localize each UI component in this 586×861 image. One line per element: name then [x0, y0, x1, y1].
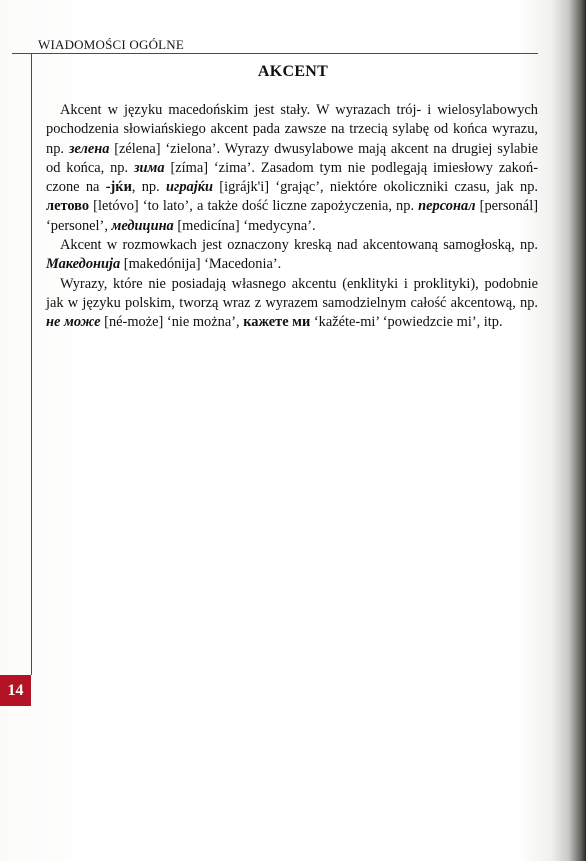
example-word: зелена: [68, 140, 110, 157]
running-head: WIADOMOŚCI OGÓLNE: [38, 37, 185, 52]
header-rule: [12, 53, 538, 54]
example-word: кажете ми: [243, 314, 311, 331]
example-word: играјќи: [166, 179, 214, 196]
text-run: [né-może] ‘nie można’,: [100, 314, 244, 331]
example-word: летово: [46, 198, 90, 215]
text-run: , np.: [131, 179, 166, 196]
text-run: [igrájk'i] ‘grając’, niektóre okoliczniki czasu, jak np.: [213, 179, 539, 196]
text-run: Akcent w języku macedońskim jest stały. W wyrazach trój- i wielosylabowych pochodzenia słowiańskiego akcent pada zawsze na trzecią sylabę od końca wyrazu, np.: [46, 102, 538, 157]
example-word: персонал: [418, 198, 476, 215]
example-word: не може: [46, 314, 101, 331]
example-word: -jќи: [105, 179, 132, 196]
page-number: 14: [0, 675, 31, 706]
paragraph: [46, 236, 538, 275]
example-word: медицина: [111, 217, 174, 234]
body-text: [46, 101, 538, 333]
paragraph: [46, 275, 538, 333]
text-run: [zíma] ‘zima’. Zasadom tym nie podlegają imiesłowy zakończone na: [46, 159, 538, 196]
text-run: Wyrazy, które nie posiadają własnego akcentu (enklityki i proklityki), podobnie jak w języku polskim, tworzą wraz z wyrazem samodzielnym całość akcentową, np.: [46, 275, 538, 311]
text-run: [personál] ‘personel’,: [46, 198, 538, 234]
margin-rule: [31, 53, 32, 675]
text-run: [letóvo] ‘to lato’, a także dość liczne zapożyczenia, np.: [89, 198, 419, 215]
paragraph: [46, 101, 538, 236]
example-word: Македонија: [46, 256, 121, 273]
text-run: Akcent w rozmowkach jest oznaczony kreską nad akcentowaną samogłoską, np.: [60, 237, 538, 254]
text-run: [zélena] ‘zielona’. Wyrazy dwusylabowe mają akcent na drugiej sylabie od końca, np.: [46, 140, 538, 176]
example-word: зима: [133, 159, 165, 176]
section-title: AKCENT: [257, 63, 329, 80]
text-run: [medicína] ‘medycyna’.: [173, 217, 316, 234]
text-run: ‘kažéte-mi’ ‘powiedzcie mi’, itp.: [310, 314, 503, 331]
text-run: [makedónija] ‘Macedonia’.: [120, 256, 282, 273]
